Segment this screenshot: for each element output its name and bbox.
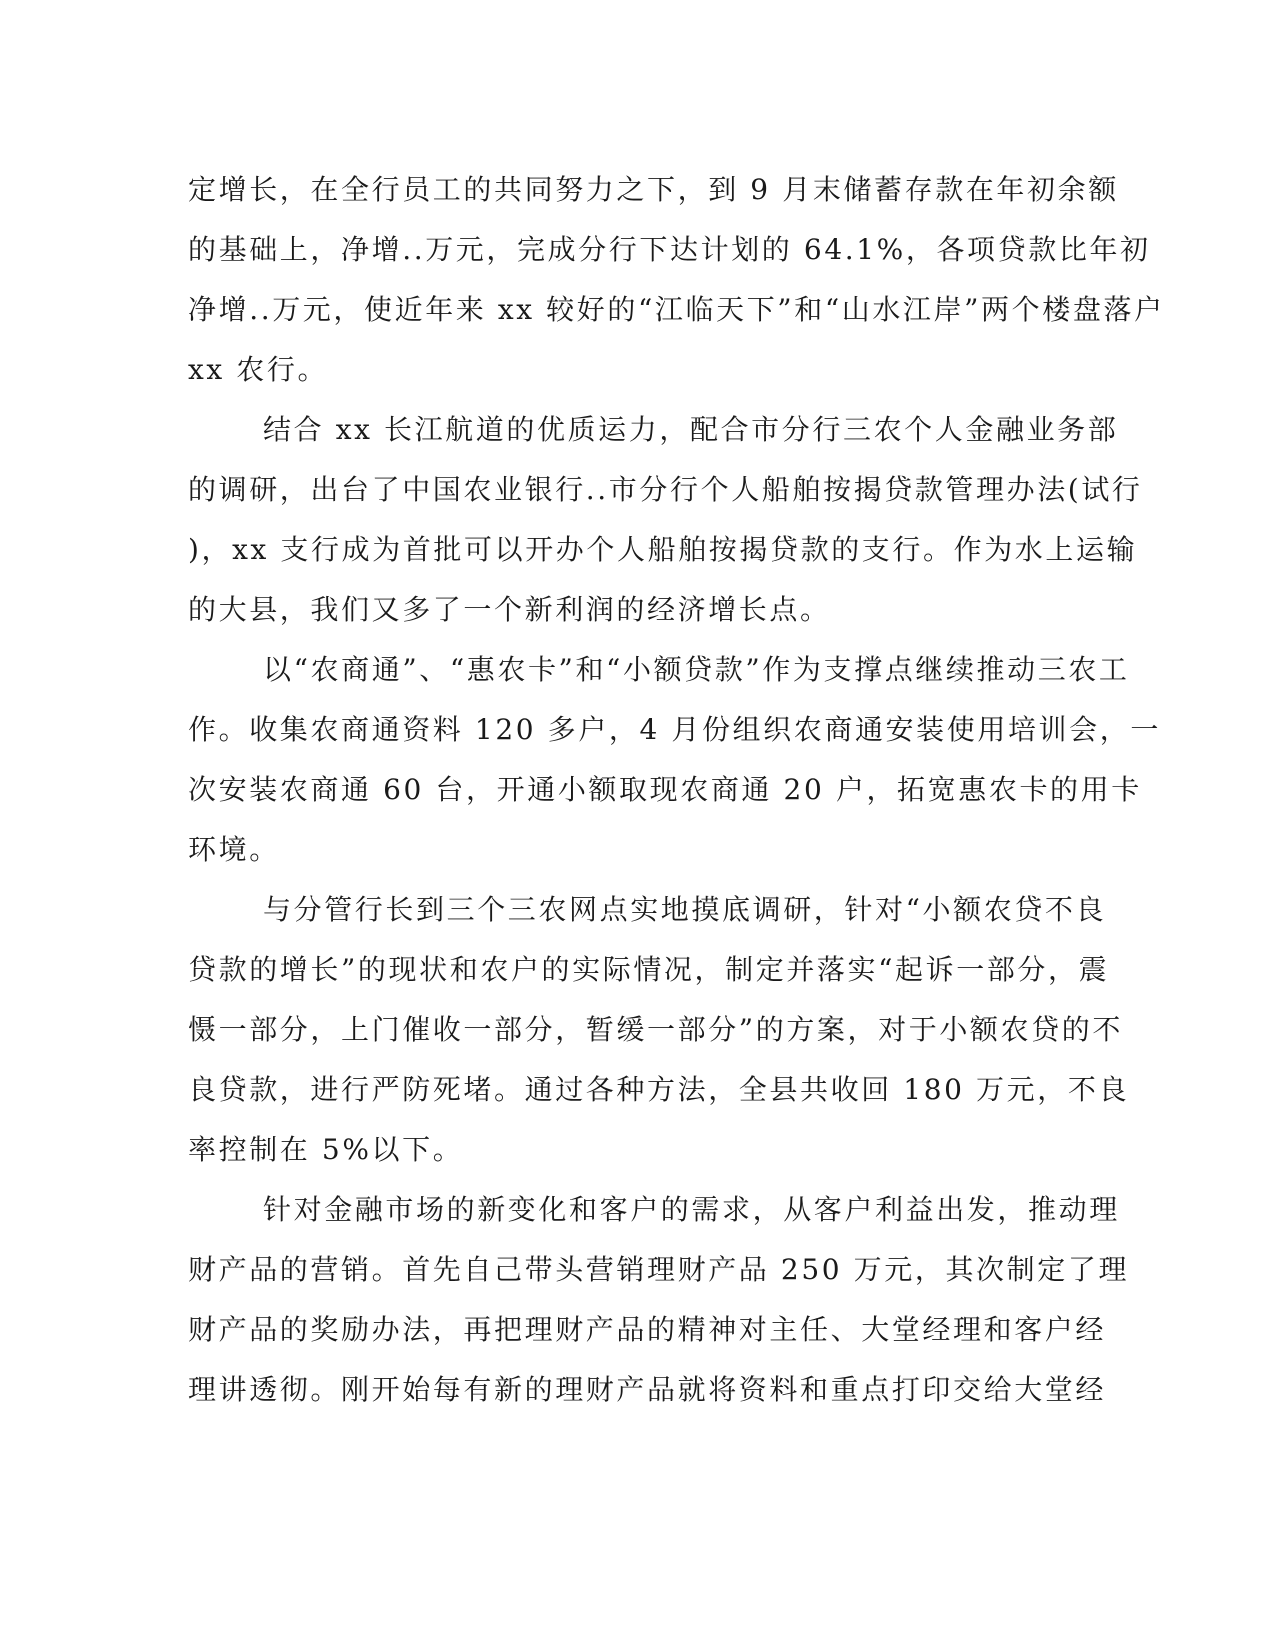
text-line: xx 农行。 (188, 353, 329, 386)
paragraph-first-line: 针对金融市场的新变化和客户的需求，从客户利益出发，推动理 (263, 1193, 1120, 1226)
text-line: 定增长，在全行员工的共同努力之下，到 9 月末储蓄存款在年初余额 (188, 173, 1119, 206)
text-line: 的基础上，净增..万元，完成分行下达计划的 64.1%，各项贷款比年初 (188, 233, 1151, 266)
paragraph-first-line: 结合 xx 长江航道的优质运力，配合市分行三农个人金融业务部 (263, 413, 1119, 446)
text-line: 慑一部分，上门催收一部分，暂缓一部分”的方案，对于小额农贷的不 (188, 1013, 1123, 1046)
text-line: 良贷款，进行严防死堵。通过各种方法，全县共收回 180 万元，不良 (188, 1073, 1130, 1106)
text-line: 理讲透彻。刚开始每有新的理财产品就将资料和重点打印交给大堂经 (188, 1373, 1107, 1406)
text-line: 环境。 (188, 833, 280, 866)
text-line: 率控制在 5%以下。 (188, 1133, 464, 1166)
text-line: )，xx 支行成为首批可以开办个人船舶按揭贷款的支行。作为水上运输 (188, 533, 1138, 566)
text-line: 财产品的奖励办法，再把理财产品的精神对主任、大堂经理和客户经 (188, 1313, 1107, 1346)
text-line: 财产品的营销。首先自己带头营销理财产品 250 万元，其次制定了理 (188, 1253, 1130, 1286)
text-line: 贷款的增长”的现状和农户的实际情况，制定并落实“起诉一部分，震 (188, 953, 1110, 986)
text-line: 的调研，出台了中国农业银行..市分行个人船舶按揭贷款管理办法(试行 (188, 473, 1143, 506)
document-body (188, 160, 1165, 1420)
paragraph-first-line: 与分管行长到三个三农网点实地摸底调研，针对“小额农贷不良 (263, 893, 1107, 926)
text-line: 次安装农商通 60 台，开通小额取现农商通 20 户，拓宽惠农卡的用卡 (188, 773, 1142, 806)
paragraph-first-line: 以“农商通”、“惠农卡”和“小额贷款”作为支撑点继续推动三农工 (263, 653, 1130, 686)
text-line: 作。收集农商通资料 120 多户，4 月份组织农商通安装使用培训会，一 (188, 713, 1161, 746)
text-line: 的大县，我们又多了一个新利润的经济增长点。 (188, 593, 831, 626)
text-line: 净增..万元，使近年来 xx 较好的“江临天下”和“山水江岸”两个楼盘落户 (188, 293, 1165, 326)
